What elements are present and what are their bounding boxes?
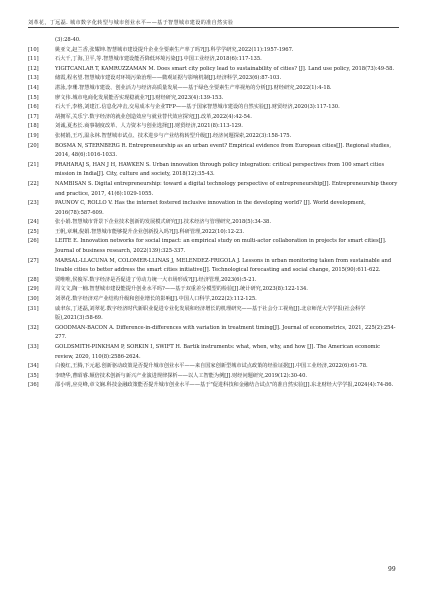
reference-text: 戚聿东,丁述磊,刘翠花.数字经济时代新职业促进专业化发展和经济增长的机理研究——基于社会分工视角[J].北京师范大学学报(社会科学版),2021(3):58-69. <box>55 305 366 322</box>
reference-item <box>28 161 399 180</box>
reference-item <box>28 74 399 84</box>
reference-text: 湛泳,李珊.智慧城市建设、创业活力与经济高质量发展——基于绿色全要素生产率视角的分析[J].财经研究,2022(1):4-18. <box>55 84 332 91</box>
reference-item <box>28 142 399 161</box>
reference-item <box>28 36 399 46</box>
reference-text: MARSAL-LLACUNA M, COLOMER-LLINAS J, MELENDEZ-FRIGOLA J. Lessons in urban monitoring taken from sustainable and livable cities to better address the smart cities initiative[J]. Technological forecasting and social change, 2015(90):611-622. <box>55 257 392 274</box>
reference-number: [24] <box>28 219 39 226</box>
reference-text: 刘翠花.数字经济对产业结构升级和创业增长的影响[J].中国人口科学,2022(2):112-125. <box>55 296 257 303</box>
reference-text: GOODMAN-BACON A. Difference-in-differences with variation in treatment timing[J]. Journal of econometrics, 2021, 225(2):254-277. <box>55 324 396 341</box>
reference-list <box>28 36 399 391</box>
reference-text: 张树娟,王巧,温永林.智慧城市试点、技术进步与产业结构转型升级[J].经济问题探索,2022(3):158-175. <box>55 132 292 139</box>
reference-number: [22] <box>28 180 39 187</box>
reference-number: [32] <box>28 324 39 331</box>
reference-item <box>28 343 399 362</box>
reference-text: NAMBISAN S. Digital entrepreneurship: toward a digital technology perspective of entrepreneurship[J]. Entrepreneurship theory and practice, 2017, 41(6):1029-1055. <box>55 180 398 197</box>
reference-text: 贾唯唯,侯俊军.数字经济是否促进了劳动力统一大市场形成?[J].经济管理,2023(6):5-21. <box>55 276 257 283</box>
reference-text: 张小娟.智慧城市背景下企业技术创新的发展模式研究[J].技术经济与管理研究,2018(5):34-38. <box>55 219 271 226</box>
reference-number: [27] <box>28 257 39 264</box>
reference-number: [28] <box>28 276 39 283</box>
reference-item <box>28 46 399 56</box>
running-header: 刘革花，丁远磊. 城市数字化转型与城市创业水平——基于智慧城市建设的准自然实验 <box>28 20 234 26</box>
reference-text: 石大千,丁海,卫平,等.智慧城市建设能否降低环境污染[J].中国工业经济,2018(6):117-135. <box>55 56 262 63</box>
reference-text: BOSMA N, STERNBERG R. Entrepreneurship as an urban event? Empirical evidence from European cities[J]. Regional studies, 2014, 48(6):1016-1033. <box>55 142 391 159</box>
reference-number: [33] <box>28 344 39 350</box>
reference-item <box>28 362 399 372</box>
reference-number: [20] <box>28 142 39 149</box>
reference-item <box>28 113 399 123</box>
reference-text: 邵小明,应亮峰,章文娴.科技金融政策能否提升城市创业水平——基于"促进科技和金融结合试点"的准自然实验[J].东北财经大学学报,2024(4):74-86. <box>55 382 394 389</box>
reference-number: [10] <box>28 46 39 53</box>
reference-item <box>28 55 399 65</box>
header-rule <box>28 27 399 28</box>
reference-item <box>28 381 399 391</box>
reference-text: 石大千,李格,刘建江.信息化冲击,交易成本与企业TFP——基于国家智慧城市建设的自然实验[J].财贸经济,2020(3):117-130. <box>55 104 340 111</box>
reference-number: [18] <box>28 123 39 130</box>
reference-number: [29] <box>28 286 39 293</box>
reference-number: [36] <box>28 382 39 389</box>
reference-number: [16] <box>28 104 39 111</box>
reference-number: [13] <box>28 75 39 82</box>
reference-item <box>28 180 399 199</box>
reference-number: [21] <box>28 161 39 168</box>
reference-item <box>28 276 399 286</box>
reference-text: 廖文伟.城市电商化发展能否实现稳就业?[J].财经研究,2023(4):139-153. <box>55 94 224 101</box>
reference-text: 周文文,陶一楠.智慧城市建设能提升创业水平吗?——基于双重差分模型的检验[J].统计研究,2023(8):122-134. <box>55 286 308 293</box>
reference-item <box>28 285 399 295</box>
reference-item <box>28 199 399 218</box>
reference-item <box>28 103 399 113</box>
reference-item <box>28 122 399 132</box>
reference-number: [17] <box>28 113 39 120</box>
reference-text: (3):28-40. <box>55 37 81 43</box>
reference-text: 王帆,章琳,倪娟.智慧城市能够提升企业创新投入吗?[J].科研管理,2022(10):12-23. <box>55 228 245 235</box>
reference-item <box>28 84 399 94</box>
reference-text: PAUNOV C, ROLLO V. Has the internet fostered inclusive innovation in the developing world? [J]. World development, 2016(78):587-609. <box>55 200 366 216</box>
reference-number: [14] <box>28 84 39 91</box>
reference-text: LEITE E. Innovation networks for social impact: an empirical study on multi-actor collaboration in projects for smart cities[J]. Journal of business research, 2022(139):325-337. <box>55 238 387 255</box>
reference-item <box>28 228 399 238</box>
reference-number: [35] <box>28 372 39 379</box>
reference-number: [19] <box>28 132 39 139</box>
reference-number: [11] <box>28 56 39 63</box>
reference-item <box>28 132 399 142</box>
page-number: 99 <box>388 566 396 573</box>
reference-item <box>28 257 399 276</box>
reference-item <box>28 237 399 256</box>
reference-item <box>28 295 399 305</box>
reference-number: [30] <box>28 296 39 303</box>
reference-number: [31] <box>28 305 39 312</box>
reference-number: [34] <box>28 363 39 370</box>
reference-text: PRAHARAJ S, HAN J H, HAWKEN S. Urban innovation through policy integration: critical perspectives from 100 smart cities mission in India[J]. City, culture and society, 2018(12):35-43. <box>55 161 385 178</box>
reference-number: [23] <box>28 200 39 207</box>
reference-number: [15] <box>28 94 39 101</box>
reference-text: 白俊红,王腾,下元超.创新驱动政策是否提升城市创业水平——来自国家创新型城市试点政策的经验证据[J].中国工业经济,2022(6):61-78. <box>55 363 368 370</box>
reference-number: [12] <box>28 65 39 72</box>
reference-text: GOLDSMITH-PINKHAM P, SORKIN I, SWIFT H. Bartik instruments: what, when, why, and how [J]. The American economic review, 2020, 110(8):2586-2624. <box>55 344 381 360</box>
reference-text: 胡拥军,关乐宁.数字经济的就业创造效应与就业替代效应探究[J].改革,2022(4):42-54. <box>55 113 252 120</box>
reference-item <box>28 94 399 104</box>
reference-item <box>28 65 399 75</box>
reference-text: 李晓华,曹昭睿.颠倍技术创新与新兴产业演进规律探析——以人工智能为例[J].财经问题研究,2019(12):30-40. <box>55 372 308 379</box>
reference-text: YIGITCANLAR T, KAMRUZZAMAN M. Does smart city policy lead to sustainability of cities? [J]. Land use policy, 2018(73):49-58. <box>55 65 395 72</box>
reference-item <box>28 372 399 382</box>
reference-item <box>28 324 399 343</box>
reference-text: 刘诚,夏杰长.商事制度改革、人力资本与创业选择[J].财贸经济,2021(8):113-129. <box>55 123 243 130</box>
reference-item <box>28 218 399 228</box>
reference-number: [26] <box>28 238 39 245</box>
reference-text: 姚亚文,赵兰香,张耀坤.智慧城市建设提升企业全要素生产率了吗?[J].科学学研究,2022(11):1957-1967. <box>55 46 294 53</box>
reference-number: [25] <box>28 228 39 235</box>
reference-item <box>28 305 399 324</box>
reference-text: 储霞,程名望.智慧城市建设对环境污染治理——微观证据与影响机制[J].经济科学,2023(6):87-103. <box>55 75 282 82</box>
